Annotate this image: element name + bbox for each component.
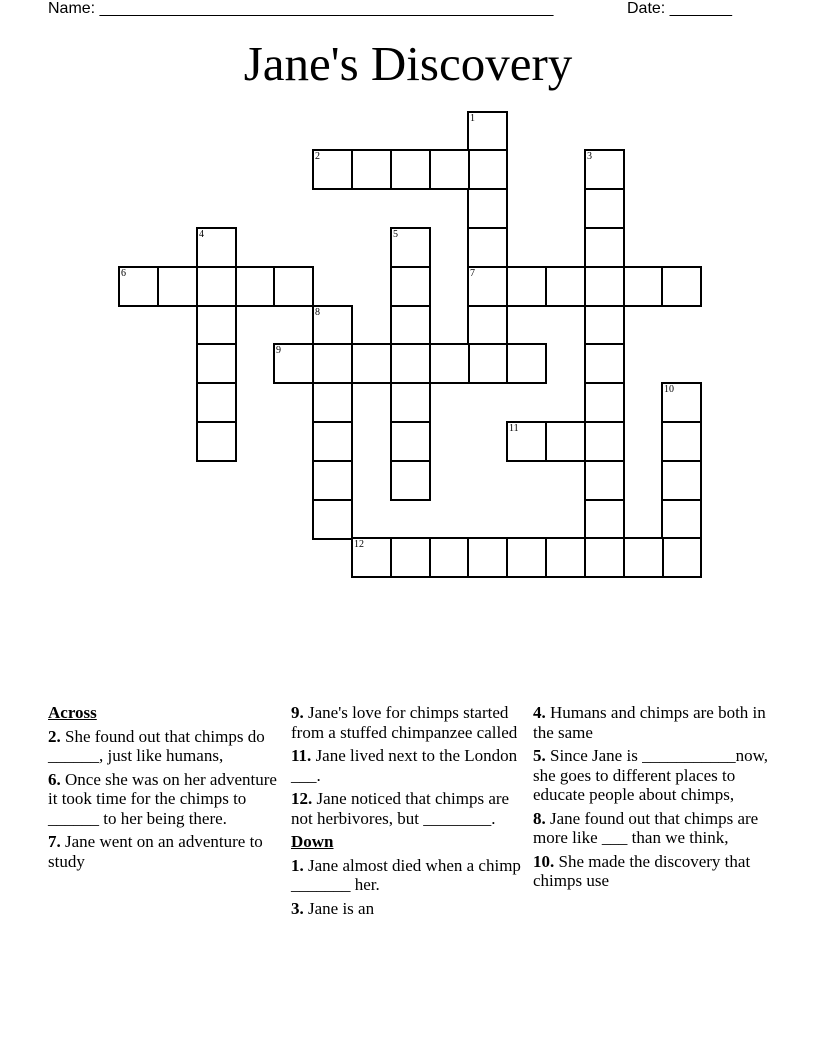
grid-cell[interactable] (467, 305, 508, 346)
grid-cell[interactable] (390, 227, 431, 268)
grid-cell[interactable] (196, 305, 237, 346)
grid-cell[interactable] (312, 460, 353, 501)
grid-cell[interactable] (390, 343, 431, 384)
grid-cell[interactable] (584, 499, 625, 540)
grid-cell[interactable] (312, 421, 353, 462)
grid-cell[interactable] (545, 537, 586, 578)
grid-cell[interactable] (118, 266, 159, 307)
grid-cell[interactable] (584, 227, 625, 268)
grid-cell[interactable] (661, 421, 702, 462)
puzzle-title: Jane's Discovery (243, 36, 573, 91)
grid-cell[interactable] (390, 421, 431, 462)
clue-across-6: 6. Once she was on her adventure it took time for the chimps to ______ to her being there. (48, 769, 277, 828)
grid-cell[interactable] (196, 266, 237, 307)
grid-cell[interactable] (467, 149, 508, 190)
grid-cell[interactable] (196, 227, 237, 268)
clue-number: 9 (276, 345, 281, 356)
grid-cell[interactable] (584, 188, 625, 229)
clue-column-3 (533, 703, 773, 895)
grid-cell[interactable] (351, 343, 392, 384)
grid-cell[interactable] (661, 266, 702, 307)
grid-cell[interactable] (196, 421, 237, 462)
grid-cell[interactable] (584, 266, 625, 307)
grid-cell[interactable] (390, 537, 431, 578)
grid-cell[interactable] (312, 382, 353, 423)
grid-cell[interactable] (584, 149, 625, 190)
clue-down-4: 4. Humans and chimps are both in the same (533, 703, 766, 742)
grid-cell[interactable] (545, 266, 586, 307)
grid-cell[interactable] (467, 266, 508, 307)
grid-cell[interactable] (312, 343, 353, 384)
grid-cell[interactable] (623, 266, 664, 307)
grid-cell[interactable] (157, 266, 198, 307)
clue-number: 6 (121, 268, 126, 279)
grid-cell[interactable] (584, 537, 625, 578)
clue-number: 10 (664, 384, 674, 395)
date-field-label: Date: _______ (627, 0, 732, 17)
clue-across-2: 2. She found out that chimps do ______, just like humans, (48, 726, 265, 765)
grid-cell[interactable] (506, 421, 547, 462)
grid-cell[interactable] (467, 111, 508, 152)
grid-cell[interactable] (584, 421, 625, 462)
grid-cell[interactable] (467, 227, 508, 268)
clue-down-8: 8. Jane found out that chimps are more like ___ than we think, (533, 808, 759, 847)
clue-number: 7 (470, 268, 475, 279)
grid-cell[interactable] (390, 382, 431, 423)
grid-cell[interactable] (312, 149, 353, 190)
grid-cell[interactable] (623, 537, 664, 578)
clue-number: 5 (393, 229, 398, 240)
grid-cell[interactable] (429, 343, 470, 384)
grid-cell[interactable] (312, 499, 353, 540)
grid-cell[interactable] (661, 460, 702, 501)
name-field-label: Name: ___________________________________________________ (48, 0, 554, 17)
clue-number: 1 (470, 113, 475, 124)
grid-cell[interactable] (661, 537, 702, 578)
grid-cell[interactable] (429, 149, 470, 190)
clue-number: 8 (315, 307, 320, 318)
grid-cell[interactable] (196, 382, 237, 423)
grid-cell[interactable] (584, 460, 625, 501)
clue-column-1 (48, 703, 280, 875)
grid-cell[interactable] (584, 305, 625, 346)
grid-cell[interactable] (235, 266, 276, 307)
clue-across-7: 7. Jane went on an adventure to study (48, 832, 263, 871)
grid-cell[interactable] (467, 343, 508, 384)
clue-down-3: 3. Jane is an (291, 898, 375, 918)
grid-cell[interactable] (312, 305, 353, 346)
clue-across-11: 11. Jane lived next to the London ___. (291, 746, 518, 785)
clue-number: 4 (199, 229, 204, 240)
grid-cell[interactable] (545, 421, 586, 462)
clue-across-9: 9. Jane's love for chimps started from a stuffed chimpanzee called (291, 703, 518, 742)
grid-cell[interactable] (429, 537, 470, 578)
grid-cell[interactable] (390, 460, 431, 501)
grid-cell[interactable] (506, 266, 547, 307)
clue-number: 12 (354, 539, 364, 550)
grid-cell[interactable] (390, 149, 431, 190)
clue-across-12: 12. Jane noticed that chimps are not herbivores, but ________. (291, 789, 510, 828)
grid-cell[interactable] (467, 537, 508, 578)
grid-cell[interactable] (351, 537, 392, 578)
grid-cell[interactable] (584, 382, 625, 423)
grid-cell[interactable] (467, 188, 508, 229)
grid-cell[interactable] (661, 499, 702, 540)
grid-cell[interactable] (273, 266, 314, 307)
grid-cell[interactable] (351, 149, 392, 190)
down-heading: Down (291, 832, 334, 851)
clue-number: 2 (315, 151, 320, 162)
grid-cell[interactable] (584, 343, 625, 384)
clue-column-2 (291, 703, 523, 922)
across-heading: Across (48, 703, 97, 722)
clue-down-10: 10. She made the discovery that chimps use (533, 851, 751, 890)
grid-cell[interactable] (196, 343, 237, 384)
grid-cell[interactable] (506, 537, 547, 578)
grid-cell[interactable] (390, 305, 431, 346)
clue-number: 3 (587, 151, 592, 162)
clue-down-1: 1. Jane almost died when a chimp _______ her. (291, 855, 521, 894)
clue-down-5: 5. Since Jane is ___________now, she goes to different places to educate people about chimps, (533, 746, 768, 804)
clue-number: 11 (509, 423, 519, 434)
grid-cell[interactable] (273, 343, 314, 384)
grid-cell[interactable] (661, 382, 702, 423)
grid-cell[interactable] (506, 343, 547, 384)
grid-cell[interactable] (390, 266, 431, 307)
